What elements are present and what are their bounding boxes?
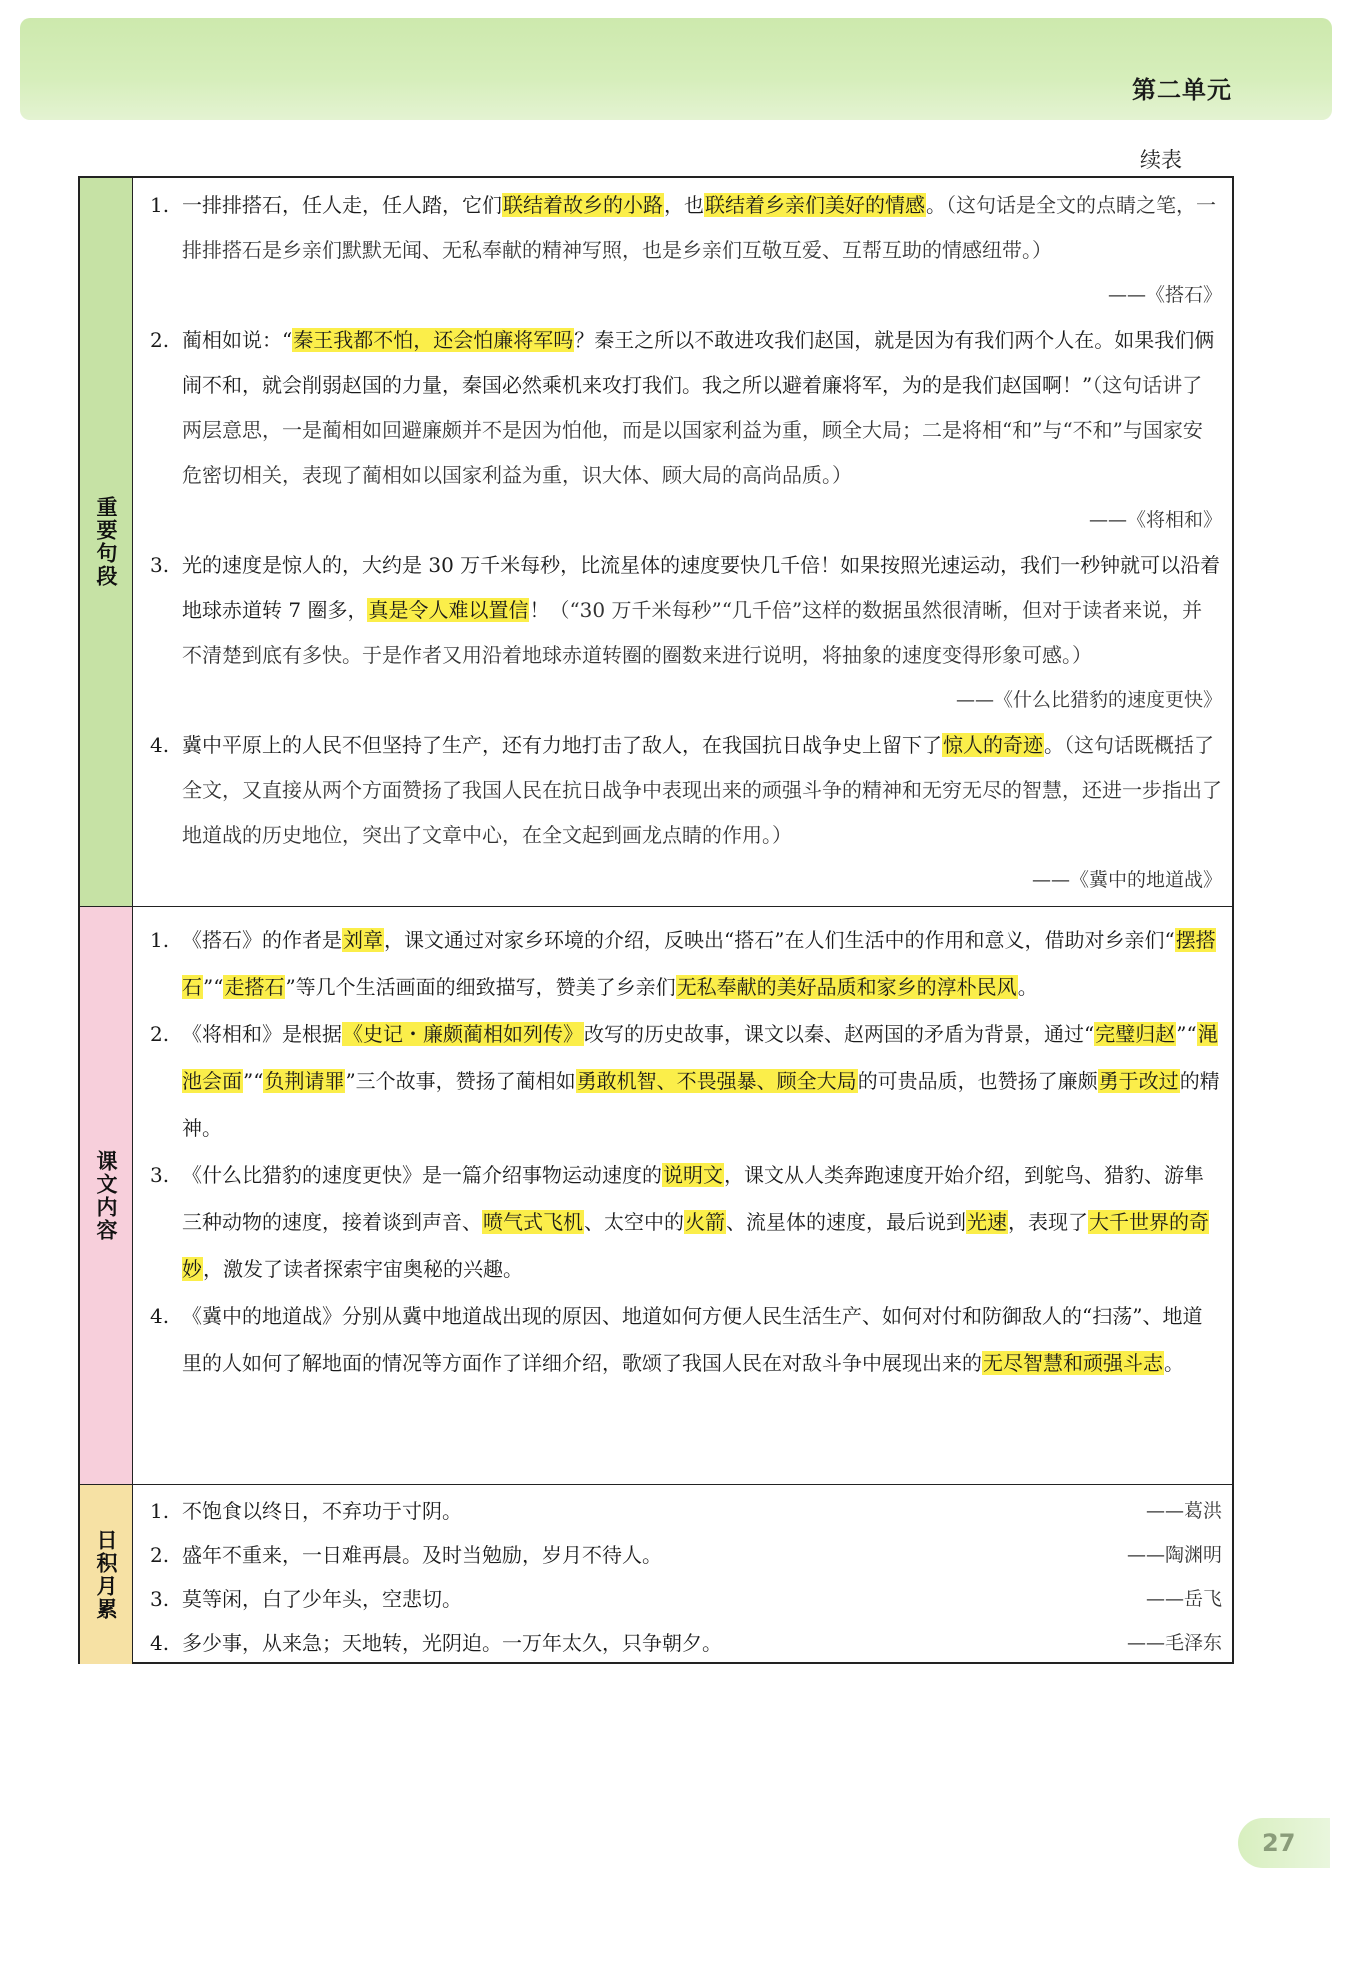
list-item — [150, 183, 1222, 318]
item-text — [182, 1152, 1222, 1293]
highlighted-text: 秦王我都不怕，还会怕廉将军吗 — [293, 328, 574, 352]
text-run: ？秦王之所以不敢进攻我们赵国，就是因为有我们两个人在。如果我们俩闹不和，就会削弱赵国的力量，秦国必然乘机来攻打我们。我之所以避着廉将军，为的是我们赵国啊！” — [182, 328, 1215, 397]
highlighted-text: 完璧归赵 — [1095, 1022, 1176, 1046]
item-number: 3. — [150, 553, 170, 577]
accumulation-list — [150, 1485, 1222, 1665]
section-accumulation — [80, 1484, 1232, 1664]
item-text — [182, 723, 1222, 858]
section-content — [80, 906, 1232, 1484]
list-item — [150, 1293, 1222, 1387]
list-item — [150, 318, 1222, 543]
text-run: 。 — [1017, 975, 1038, 999]
highlighted-text: 火箭 — [685, 1210, 725, 1234]
text-run: 蔺相如说：“ — [182, 328, 293, 352]
item-text — [182, 183, 1222, 273]
highlighted-text: 联结着故乡的小路 — [503, 193, 663, 217]
list-item — [150, 917, 1222, 1011]
highlighted-text: 《史记・廉颇蔺相如列传》 — [343, 1022, 583, 1046]
text-run: ”“ — [243, 1069, 264, 1093]
item-number: 4. — [150, 1304, 170, 1328]
highlighted-text: 无私奉献的美好品质和家乡的淳朴民风 — [676, 975, 1017, 999]
text-run: ，激发了读者探索宇宙奥秘的兴趣。 — [203, 1257, 523, 1281]
item-number: 1. — [150, 193, 170, 217]
summary-table — [78, 176, 1234, 1664]
highlighted-text: 勇敢机智、不畏强暴、顾全大局 — [576, 1069, 857, 1093]
highlighted-text: 大千世界的奇妙 — [182, 1210, 1209, 1281]
note-text: （“30 万千米每秒”“几千倍”这样的数据虽然很清晰，但对于读者来说，并不清楚到底有多快。于是作者又用沿着地球赤道转圈的圈数来进行说明，将抽象的速度变得形象可感。） — [182, 598, 1203, 667]
section-label-key-sentences: 重要句段 — [80, 178, 133, 906]
text-run: 《将相和》是根据 — [182, 1022, 342, 1046]
item-number: 4. — [150, 733, 170, 757]
text-run: 、太空中的 — [584, 1210, 684, 1234]
source-citation: ——《什么比猎豹的速度更快》 — [955, 689, 1222, 711]
quote-item: 1. 不饱食以终日，不弃功于寸阴。 ——葛洪 — [150, 1499, 1222, 1523]
text-run: 、流星体的速度，最后说到 — [726, 1210, 966, 1234]
unit-title: 第二单元 — [1132, 76, 1232, 104]
section-label-content: 课文内容 — [80, 907, 133, 1484]
page-number-tab — [1238, 1818, 1330, 1868]
text-run: ，也 — [664, 193, 704, 217]
item-text — [182, 318, 1222, 498]
highlighted-text: 光速 — [967, 1210, 1007, 1234]
text-run: ”“ — [1176, 1022, 1197, 1046]
text-run: ，表现了 — [1008, 1210, 1088, 1234]
list-item — [150, 723, 1222, 903]
text-run: 。 — [1044, 733, 1064, 757]
text-run: 《搭石》的作者是 — [182, 928, 342, 952]
quote-item: 4. 多少事，从来急；天地转，光阴迫。一万年太久，只争朝夕。 ——毛泽东 — [150, 1631, 1222, 1655]
text-run: 《冀中的地道战》分别从冀中地道战出现的原因、地道如何方便人民生活生产、如何对付和防御敌人的“扫荡”、地道里的人如何了解地面的情况等方面作了详细介绍，歌颂了我国人民在对敌斗争中展现出来的 — [182, 1304, 1203, 1375]
source-citation: ——《冀中的地道战》 — [1031, 869, 1222, 891]
text-run: ，课文通过对家乡环境的介绍，反映出“搭石”在人们生活中的作用和意义，借助对乡亲们“ — [384, 928, 1175, 952]
text-run: 。 — [926, 193, 946, 217]
highlighted-text: 惊人的奇迹 — [943, 733, 1043, 757]
text-run: 的精神。 — [182, 1069, 1220, 1140]
item-number: 1. — [150, 928, 170, 952]
text-run: ，课文从人类奔跑速度开始介绍，到鸵鸟、猎豹、游隼三种动物的速度，接着谈到声音、 — [182, 1163, 1204, 1234]
text-run: ”三个故事，赞扬了蔺相如 — [345, 1069, 576, 1093]
item-number: 2. — [150, 328, 170, 352]
item-text — [182, 1293, 1222, 1387]
text-run: 一排排搭石，任人走，任人踏，它们 — [182, 193, 502, 217]
highlighted-text: 勇于改过 — [1098, 1069, 1179, 1093]
note-text: （这句话既概括了全文，又直接从两个方面赞扬了我国人民在抗日战争中表现出来的顽强斗争的精神和无穷无尽的智慧，还进一步指出了地道战的历史地位，突出了文章中心，在全文起到画龙点睛的作用。） — [182, 733, 1222, 847]
content-list — [150, 907, 1222, 1387]
list-item — [150, 1152, 1222, 1293]
text-run: ”“ — [203, 975, 224, 999]
highlighted-text: 摆搭石 — [182, 928, 1216, 999]
note-text: （这句话是全文的点睛之笔，一排排搭石是乡亲们默默无闻、无私奉献的精神写照，也是乡亲们互敬互爱、互帮互助的情感纽带。） — [182, 193, 1216, 262]
source-citation: ——《搭石》 — [1107, 284, 1222, 306]
quote-item: 2. 盛年不重来，一日难再晨。及时当勉励，岁月不待人。 ——陶渊明 — [150, 1543, 1222, 1567]
item-number: 3. — [150, 1163, 170, 1187]
text-run: 光的速度是惊人的，大约是 30 万千米每秒，比流星体的速度要快几千倍！如果按照光速运动，我们一秒钟就可以沿着地球赤道转 7 圈多， — [182, 553, 1221, 622]
highlighted-text: 说明文 — [663, 1163, 723, 1187]
key-sentences-list — [150, 178, 1222, 903]
highlighted-text: 喷气式飞机 — [483, 1210, 583, 1234]
highlighted-text: 联结着乡亲们美好的情感 — [705, 193, 925, 217]
item-text — [182, 917, 1222, 1011]
text-run: 。 — [1164, 1351, 1184, 1375]
highlighted-text: 无尽智慧和顽强斗志 — [983, 1351, 1163, 1375]
note-text: （这句话讲了两层意思，一是蔺相如回避廉颇并不是因为怕他，而是以国家利益为重，顾全大局；二是将相“和”与“不和”与国家安危密切相关，表现了蔺相如以国家利益为重，识大体、顾大局的高尚品质。） — [182, 373, 1203, 487]
text-run: 冀中平原上的人民不但坚持了生产，还有力地打击了敌人，在我国抗日战争史上留下了 — [182, 733, 942, 757]
text-run: 改写的历史故事，课文以秦、赵两国的矛盾为背景，通过“ — [584, 1022, 1095, 1046]
continued-label: 续表 — [1140, 148, 1182, 172]
highlighted-text: 刘章 — [343, 928, 383, 952]
section-key-sentences — [80, 178, 1232, 906]
section-label-accumulation: 日积月累 — [80, 1485, 133, 1664]
list-item — [150, 543, 1222, 723]
item-text — [182, 1011, 1222, 1152]
highlighted-text: 负荆请罪 — [264, 1069, 345, 1093]
source-citation: ——《将相和》 — [1088, 509, 1222, 531]
highlighted-text: 真是令人难以置信 — [368, 598, 529, 622]
highlighted-text: 走搭石 — [224, 975, 285, 999]
text-run: 《什么比猎豹的速度更快》是一篇介绍事物运动速度的 — [182, 1163, 662, 1187]
text-run: 的可贵品质，也赞扬了廉颇 — [857, 1069, 1098, 1093]
item-number: 2. — [150, 1022, 170, 1046]
list-item — [150, 1011, 1222, 1152]
page-number: 27 — [1262, 1829, 1296, 1857]
quote-item: 3. 莫等闲，白了少年头，空悲切。 ——岳飞 — [150, 1587, 1222, 1611]
item-text — [182, 543, 1222, 678]
highlighted-text: 渑池会面 — [182, 1022, 1218, 1093]
text-run: ！ — [529, 598, 550, 622]
text-run: ”等几个生活画面的细致描写，赞美了乡亲们 — [285, 975, 676, 999]
